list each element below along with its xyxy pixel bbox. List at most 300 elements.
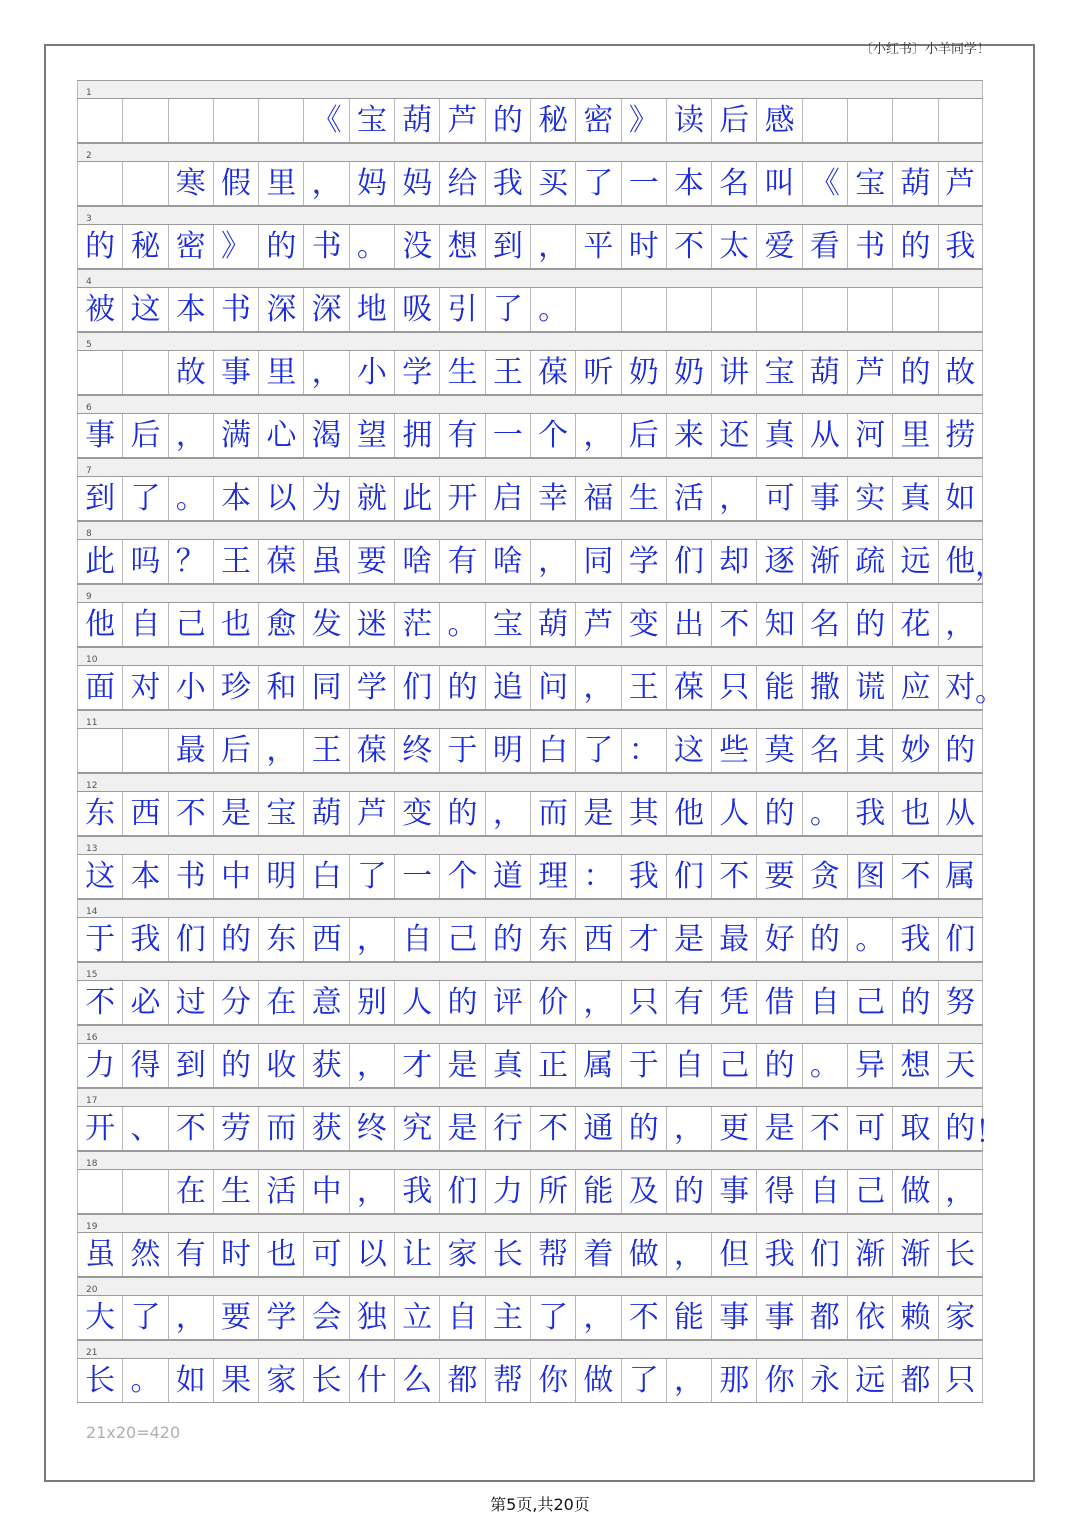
grid-cell: 芦	[575, 603, 620, 646]
grid-cell: 取	[892, 1107, 937, 1150]
row-number: 19	[86, 1222, 98, 1232]
grid-cell: 东	[258, 918, 303, 961]
grid-cell: 在	[258, 981, 303, 1024]
grid-cell	[258, 99, 303, 142]
grid-cell: 王	[303, 729, 348, 772]
grid-cell: 秘	[530, 99, 575, 142]
grid-cell: 明	[258, 855, 303, 898]
grid-cell: 个	[439, 855, 484, 898]
grid-row	[77, 98, 983, 143]
grid-cell: 不	[621, 1296, 666, 1339]
grid-cell: ，	[666, 1359, 711, 1402]
grid-cell: 渐	[802, 540, 847, 583]
grid-cell: 寒	[168, 162, 213, 205]
grid-cell	[575, 288, 620, 331]
grid-cell: ，	[575, 666, 620, 709]
grid-cell: 他	[77, 603, 122, 646]
grid-cell: ，	[303, 351, 348, 394]
grid-cell: 可	[303, 1233, 348, 1276]
grid-cell: 而	[530, 792, 575, 835]
row-number: 5	[86, 340, 92, 350]
grid-cell: 葫	[303, 792, 348, 835]
grid-cell	[847, 99, 892, 142]
grid-cell: 学	[394, 351, 439, 394]
grid-cell: ，	[349, 1170, 394, 1213]
grid-cell: 他	[938, 540, 983, 583]
grid-cell: 后	[711, 99, 756, 142]
grid-cell: 获	[303, 1044, 348, 1087]
row-number-strip	[77, 458, 983, 476]
grid-cell: 了	[122, 1296, 167, 1339]
grid-cell: 的	[439, 981, 484, 1024]
grid-cell: 不	[666, 225, 711, 268]
grid-cell: 己	[847, 1170, 892, 1213]
grid-cell: 己	[711, 1044, 756, 1087]
grid-cell: 天	[938, 1044, 983, 1087]
grid-cell: 学	[258, 1296, 303, 1339]
grid-cell: 白	[303, 855, 348, 898]
grid-cell: 的	[938, 1107, 983, 1150]
grid-cell: 东	[530, 918, 575, 961]
grid-cell: 深	[258, 288, 303, 331]
grid-cell: 以	[349, 1233, 394, 1276]
grid-cell: 也	[213, 603, 258, 646]
row-number-strip	[77, 836, 983, 854]
grid-cell	[122, 99, 167, 142]
grid-cell: 葆	[349, 729, 394, 772]
row-number-strip	[77, 269, 983, 287]
grid-cell: 变	[394, 792, 439, 835]
grid-cell	[711, 288, 756, 331]
grid-cell: 家	[439, 1233, 484, 1276]
grid-cell: 的	[77, 225, 122, 268]
grid-cell: 道	[485, 855, 530, 898]
grid-cell: 远	[892, 540, 937, 583]
grid-cell: 平	[575, 225, 620, 268]
grid-cell	[77, 729, 122, 772]
grid-cell: ，	[349, 918, 394, 961]
row-number-strip	[77, 1025, 983, 1043]
grid-cell: ，	[575, 1296, 620, 1339]
grid-cell: 一	[621, 162, 666, 205]
grid-cell: 活	[258, 1170, 303, 1213]
grid-cell: 终	[394, 729, 439, 772]
grid-cell: 叫	[756, 162, 801, 205]
grid-cell: 。	[847, 918, 892, 961]
grid-cell: 依	[847, 1296, 892, 1339]
row-number: 4	[86, 277, 92, 287]
grid-cell: ，	[666, 1233, 711, 1276]
grid-cell: 本	[666, 162, 711, 205]
grid-cell: 后	[213, 729, 258, 772]
page-number: 第5页,共20页	[490, 1495, 590, 1514]
grid-row	[77, 1232, 983, 1277]
grid-cell	[77, 99, 122, 142]
grid-cell: 帮	[530, 1233, 575, 1276]
grid-cell: ，	[303, 162, 348, 205]
row-number-strip	[77, 962, 983, 980]
grid-cell: 故	[938, 351, 983, 394]
grid-cell: 吗	[122, 540, 167, 583]
row-number: 11	[86, 718, 98, 728]
grid-cell: 是	[439, 1107, 484, 1150]
grid-cell: 只	[938, 1359, 983, 1402]
grid-cell: 被	[77, 288, 122, 331]
grid-cell: 东	[77, 792, 122, 835]
grid-cell: 价	[530, 981, 575, 1024]
grid-cell: 此	[77, 540, 122, 583]
row-number: 17	[86, 1096, 98, 1106]
row-number: 12	[86, 781, 98, 791]
grid-cell: 自	[122, 603, 167, 646]
grid-cell: 力	[485, 1170, 530, 1213]
grid-cell: 真	[756, 414, 801, 457]
grid-cell: 的	[485, 99, 530, 142]
grid-cell: 意	[303, 981, 348, 1024]
grid-cell: 能	[666, 1296, 711, 1339]
grid-cell: 才	[621, 918, 666, 961]
grid-row	[77, 917, 983, 962]
grid-cell: 不	[802, 1107, 847, 1150]
grid-row	[77, 1106, 983, 1151]
grid-cell: ，	[258, 729, 303, 772]
grid-cell: 这	[77, 855, 122, 898]
grid-cell: 些	[711, 729, 756, 772]
grid-cell: 里	[892, 414, 937, 457]
grid-cell: 莫	[756, 729, 801, 772]
grid-cell: 渐	[847, 1233, 892, 1276]
grid-cell: ？	[168, 540, 213, 583]
row-number-strip	[77, 1088, 983, 1106]
grid-cell: 行	[485, 1107, 530, 1150]
grid-cell: 明	[485, 729, 530, 772]
grid-cell: 别	[349, 981, 394, 1024]
grid-cell: 。	[802, 1044, 847, 1087]
grid-cell: 自	[802, 981, 847, 1024]
row-number-strip	[77, 521, 983, 539]
grid-cell: 本	[122, 855, 167, 898]
grid-cell: 做	[892, 1170, 937, 1213]
grid-cell: 生	[439, 351, 484, 394]
grid-cell: 了	[485, 288, 530, 331]
grid-cell: 的	[892, 981, 937, 1024]
grid-cell: 本	[213, 477, 258, 520]
row-number: 18	[86, 1159, 98, 1169]
grid-cell: 书	[303, 225, 348, 268]
grid-cell: 小	[349, 351, 394, 394]
grid-cell: 属	[938, 855, 983, 898]
grid-cell: 得	[756, 1170, 801, 1213]
grid-cell: 着	[575, 1233, 620, 1276]
grid-cell: 么	[394, 1359, 439, 1402]
grid-cell: 长	[303, 1359, 348, 1402]
grid-cell: 。	[122, 1359, 167, 1402]
grid-cell: 能	[575, 1170, 620, 1213]
grid-cell: 是	[575, 792, 620, 835]
grid-cell: 妈	[394, 162, 439, 205]
grid-cell: 珍	[213, 666, 258, 709]
grid-cell: 听	[575, 351, 620, 394]
grid-cell: 一	[394, 855, 439, 898]
grid-cell: ，	[666, 1107, 711, 1150]
grid-cell: 的	[213, 918, 258, 961]
grid-cell: 。	[530, 288, 575, 331]
grid-cell: 引	[439, 288, 484, 331]
grid-cell: 有	[439, 540, 484, 583]
grid-cell: 妙	[892, 729, 937, 772]
row-number-strip	[77, 206, 983, 224]
grid-cell: 拥	[394, 414, 439, 457]
grid-cell: 们	[168, 918, 213, 961]
grid-cell: 的	[439, 792, 484, 835]
grid-cell: 家	[938, 1296, 983, 1339]
row-number: 21	[86, 1348, 98, 1358]
grid-cell: 只	[711, 666, 756, 709]
grid-cell: 有	[168, 1233, 213, 1276]
grid-cell: 终	[349, 1107, 394, 1150]
grid-cell: 吸	[394, 288, 439, 331]
grid-cell: 王	[213, 540, 258, 583]
row-number: 15	[86, 970, 98, 980]
grid-cell: 。	[802, 792, 847, 835]
grid-cell: 和	[258, 666, 303, 709]
grid-cell: 我	[847, 792, 892, 835]
grid-cell: 对	[122, 666, 167, 709]
grid-cell: 葫	[394, 99, 439, 142]
grid-cell: 收	[258, 1044, 303, 1087]
grid-cell: 自	[439, 1296, 484, 1339]
grid-cell: 书	[213, 288, 258, 331]
grid-cell: 要	[349, 540, 394, 583]
grid-cell: ，	[530, 225, 575, 268]
grid-cell: 宝	[349, 99, 394, 142]
grid-cell: 宝	[756, 351, 801, 394]
row-number: 6	[86, 403, 92, 413]
grid-cell: 幸	[530, 477, 575, 520]
grid-cell: 太	[711, 225, 756, 268]
row-number-strip	[77, 332, 983, 350]
row-number: 10	[86, 655, 98, 665]
grid-cell: 西	[303, 918, 348, 961]
grid-cell: 了	[575, 162, 620, 205]
grid-cell	[77, 162, 122, 205]
grid-cell: 了	[349, 855, 394, 898]
grid-cell: 借	[756, 981, 801, 1024]
grid-cell: 了	[530, 1296, 575, 1339]
grid-cell: ，	[349, 1044, 394, 1087]
grid-cell: 芦	[439, 99, 484, 142]
grid-cell: 及	[621, 1170, 666, 1213]
grid-cell: 密	[575, 99, 620, 142]
grid-cell: 迷	[349, 603, 394, 646]
grid-cell: 人	[394, 981, 439, 1024]
grid-cell: 望	[349, 414, 394, 457]
row-number-strip	[77, 1214, 983, 1232]
grid-cell: 在	[168, 1170, 213, 1213]
grid-cell	[938, 288, 983, 331]
row-number: 7	[86, 466, 92, 476]
grid-cell: 得	[122, 1044, 167, 1087]
grid-cell: 会	[303, 1296, 348, 1339]
grid-cell: 宝	[485, 603, 530, 646]
grid-cell: 满	[213, 414, 258, 457]
row-number: 14	[86, 907, 98, 917]
grid-cell: 宝	[847, 162, 892, 205]
grid-cell: 其	[847, 729, 892, 772]
grid-cell: 这	[122, 288, 167, 331]
grid-cell: 却	[711, 540, 756, 583]
grid-cell: 评	[485, 981, 530, 1024]
grid-cell: 假	[213, 162, 258, 205]
grid-cell: 王	[485, 351, 530, 394]
grid-cell: 奶	[621, 351, 666, 394]
grid-cell	[892, 288, 937, 331]
row-number: 16	[86, 1033, 98, 1043]
grid-cell: 力	[77, 1044, 122, 1087]
grid-cell: 啥	[394, 540, 439, 583]
grid-cell: 生	[621, 477, 666, 520]
grid-cell: 愈	[258, 603, 303, 646]
grid-row	[77, 1169, 983, 1214]
grid-row	[77, 476, 983, 521]
grid-cell	[122, 1170, 167, 1213]
grid-cell: 究	[394, 1107, 439, 1150]
grid-cell: 自	[666, 1044, 711, 1087]
grid-cell: ：	[621, 729, 666, 772]
grid-cell: 》	[213, 225, 258, 268]
grid-cell: 芦	[349, 792, 394, 835]
grid-cell: 虽	[77, 1233, 122, 1276]
grid-cell: 生	[213, 1170, 258, 1213]
grid-cell	[666, 288, 711, 331]
grid-cell: 我	[892, 918, 937, 961]
grid-cell: 我	[394, 1170, 439, 1213]
grid-cell: 学	[349, 666, 394, 709]
grid-cell: 事	[711, 1170, 756, 1213]
grid-cell: 一	[485, 414, 530, 457]
grid-cell: 花	[892, 603, 937, 646]
grid-cell: 的	[892, 351, 937, 394]
grid-cell: 如	[938, 477, 983, 520]
grid-cell: 同	[575, 540, 620, 583]
grid-cell: 永	[802, 1359, 847, 1402]
grid-cell	[77, 351, 122, 394]
grid-cell: 们	[666, 855, 711, 898]
grid-cell: 你	[756, 1359, 801, 1402]
grid-cell: 其	[621, 792, 666, 835]
grid-cell: 劳	[213, 1107, 258, 1150]
grid-cell: 的	[621, 1107, 666, 1150]
grid-cell: 后	[122, 414, 167, 457]
grid-cell: 里	[258, 351, 303, 394]
grid-row	[77, 1043, 983, 1088]
grid-cell: 通	[575, 1107, 620, 1150]
grid-cell	[168, 99, 213, 142]
grid-cell: 面	[77, 666, 122, 709]
grid-cell: 己	[847, 981, 892, 1024]
grid-cell: 本	[168, 288, 213, 331]
row-number: 20	[86, 1285, 98, 1295]
grid-cell: 的	[756, 1044, 801, 1087]
grid-row	[77, 224, 983, 269]
grid-cell: 能	[756, 666, 801, 709]
grid-cell: 名	[711, 162, 756, 205]
grid-cell: 时	[213, 1233, 258, 1276]
grid-cell: 感	[756, 99, 801, 142]
grid-cell: 实	[847, 477, 892, 520]
grid-cell: 也	[258, 1233, 303, 1276]
grid-cell: 人	[711, 792, 756, 835]
grid-row	[77, 413, 983, 458]
grid-cell: 我	[756, 1233, 801, 1276]
grid-cell: 妈	[349, 162, 394, 205]
grid-row	[77, 287, 983, 332]
grid-cell: ，	[168, 1296, 213, 1339]
grid-cell: ，	[530, 540, 575, 583]
grid-cell: 撒	[802, 666, 847, 709]
grid-cell: 做	[621, 1233, 666, 1276]
grid-cell	[847, 288, 892, 331]
grid-cell: 爱	[756, 225, 801, 268]
grid-cell: 变	[621, 603, 666, 646]
grid-cell	[938, 99, 983, 142]
grid-cell	[213, 99, 258, 142]
grid-cell: 后	[621, 414, 666, 457]
grid-cell: 白	[530, 729, 575, 772]
grid-cell: ，	[938, 603, 983, 646]
row-number-strip	[77, 395, 983, 413]
grid-cell: 中	[303, 1170, 348, 1213]
grid-cell: 心	[258, 414, 303, 457]
grid-cell: 赖	[892, 1296, 937, 1339]
grid-cell: 立	[394, 1296, 439, 1339]
grid-cell: 买	[530, 162, 575, 205]
grid-cell: 事	[711, 1296, 756, 1339]
grid-cell: 过	[168, 981, 213, 1024]
row-number: 8	[86, 529, 92, 539]
grid-cell: 事	[77, 414, 122, 457]
grid-cell: 了	[122, 477, 167, 520]
grid-cell: 的	[802, 918, 847, 961]
grid-cell: 不	[168, 792, 213, 835]
grid-row	[77, 980, 983, 1025]
grid-cell: 发	[303, 603, 348, 646]
grid-cell: 们	[439, 1170, 484, 1213]
grid-cell: 属	[575, 1044, 620, 1087]
grid-cell: 虽	[303, 540, 348, 583]
grid-cell: 》	[621, 99, 666, 142]
grid-cell: 己	[168, 603, 213, 646]
grid-cell: 是	[439, 1044, 484, 1087]
grid-cell: 己	[439, 918, 484, 961]
grid-cell: 故	[168, 351, 213, 394]
grid-cell: 了	[575, 729, 620, 772]
grid-cell: ：	[575, 855, 620, 898]
grid-cell: 的	[892, 225, 937, 268]
grid-cell: 才	[394, 1044, 439, 1087]
grid-cell: 可	[847, 1107, 892, 1150]
grid-cell: 但	[711, 1233, 756, 1276]
grid-cell: 长	[77, 1359, 122, 1402]
row-number-strip	[77, 143, 983, 161]
grid-cell: 此	[394, 477, 439, 520]
grid-cell: 渴	[303, 414, 348, 457]
grid-cell: 奶	[666, 351, 711, 394]
grid-cell	[77, 1170, 122, 1213]
row-number: 3	[86, 214, 92, 224]
row-number-strip	[77, 899, 983, 917]
character-count: 21x20=420	[86, 1423, 181, 1442]
